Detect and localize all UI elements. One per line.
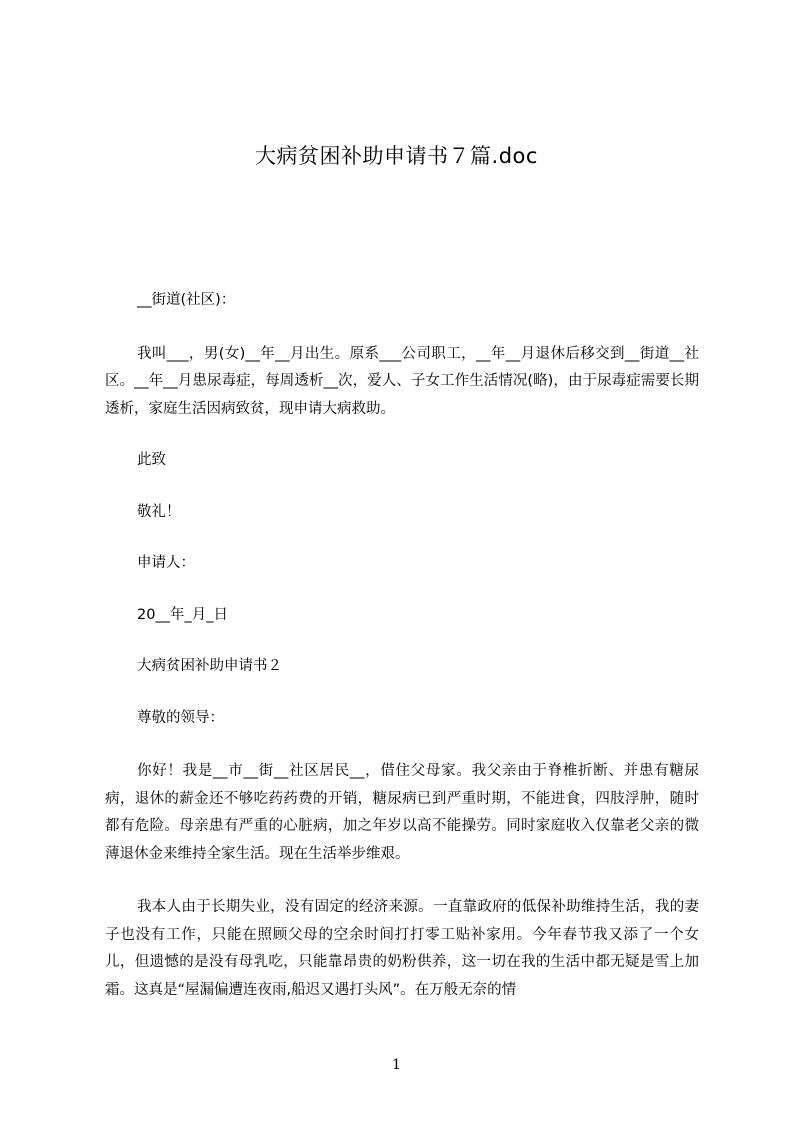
body-paragraph: 我叫___，男(女)__年__月出生。原系___公司职工，__年__月退休后移交到__街道__社区。__年__月患尿毒症，每周透析__次，爱人、子女工作生活情况(略)，由于尿毒症需要长期透析，家庭生活因病致贫，现申请大病救助。	[105, 345, 699, 417]
closing-line: 此致	[137, 452, 166, 468]
date-line: 20__年_月_日	[137, 606, 228, 623]
salutation-paragraph: __街道(社区)：	[137, 292, 236, 308]
applicant-line: 申请人：	[137, 555, 195, 571]
document-body	[105, 287, 699, 1004]
page-number: 1	[392, 1057, 401, 1073]
salutation-paragraph: 尊敬的领导：	[137, 709, 224, 726]
body-paragraph: 我本人由于长期失业，没有固定的经济来源。一直靠政府的低保补助维持生活，我的妻子也没有工作，只能在照顾父母的空余时间打打零工贴补家用。今年春节我又添了一个女儿，但遗憾的是没有母乳吃，只能靠昂贵的奶粉供养，这一切在我的生活中都无疑是雪上加霜。这真是“屋漏偏遭连夜雨,船迟又遇打头风”。在万般无奈的情	[105, 899, 699, 998]
closing-line: 敬礼！	[137, 503, 181, 520]
section-heading: 大病贫困补助申请书２	[137, 658, 282, 674]
document-title: 大病贫困补助申请书７篇.doc	[255, 144, 538, 168]
body-paragraph: 你好！我是__市__街__社区居民__，借住父母家。我父亲由于脊椎折断、并患有糖尿病，退休的薪金还不够吃药药费的开销，糖尿病已到严重时期，不能进食，四肢浮肿，随时都有危险。母亲患有严重的心脏病，加之年岁以高不能操劳。同时家庭收入仅靠老父亲的微薄退休金来维持全家生活。现在生活举步维艰。	[105, 763, 699, 862]
